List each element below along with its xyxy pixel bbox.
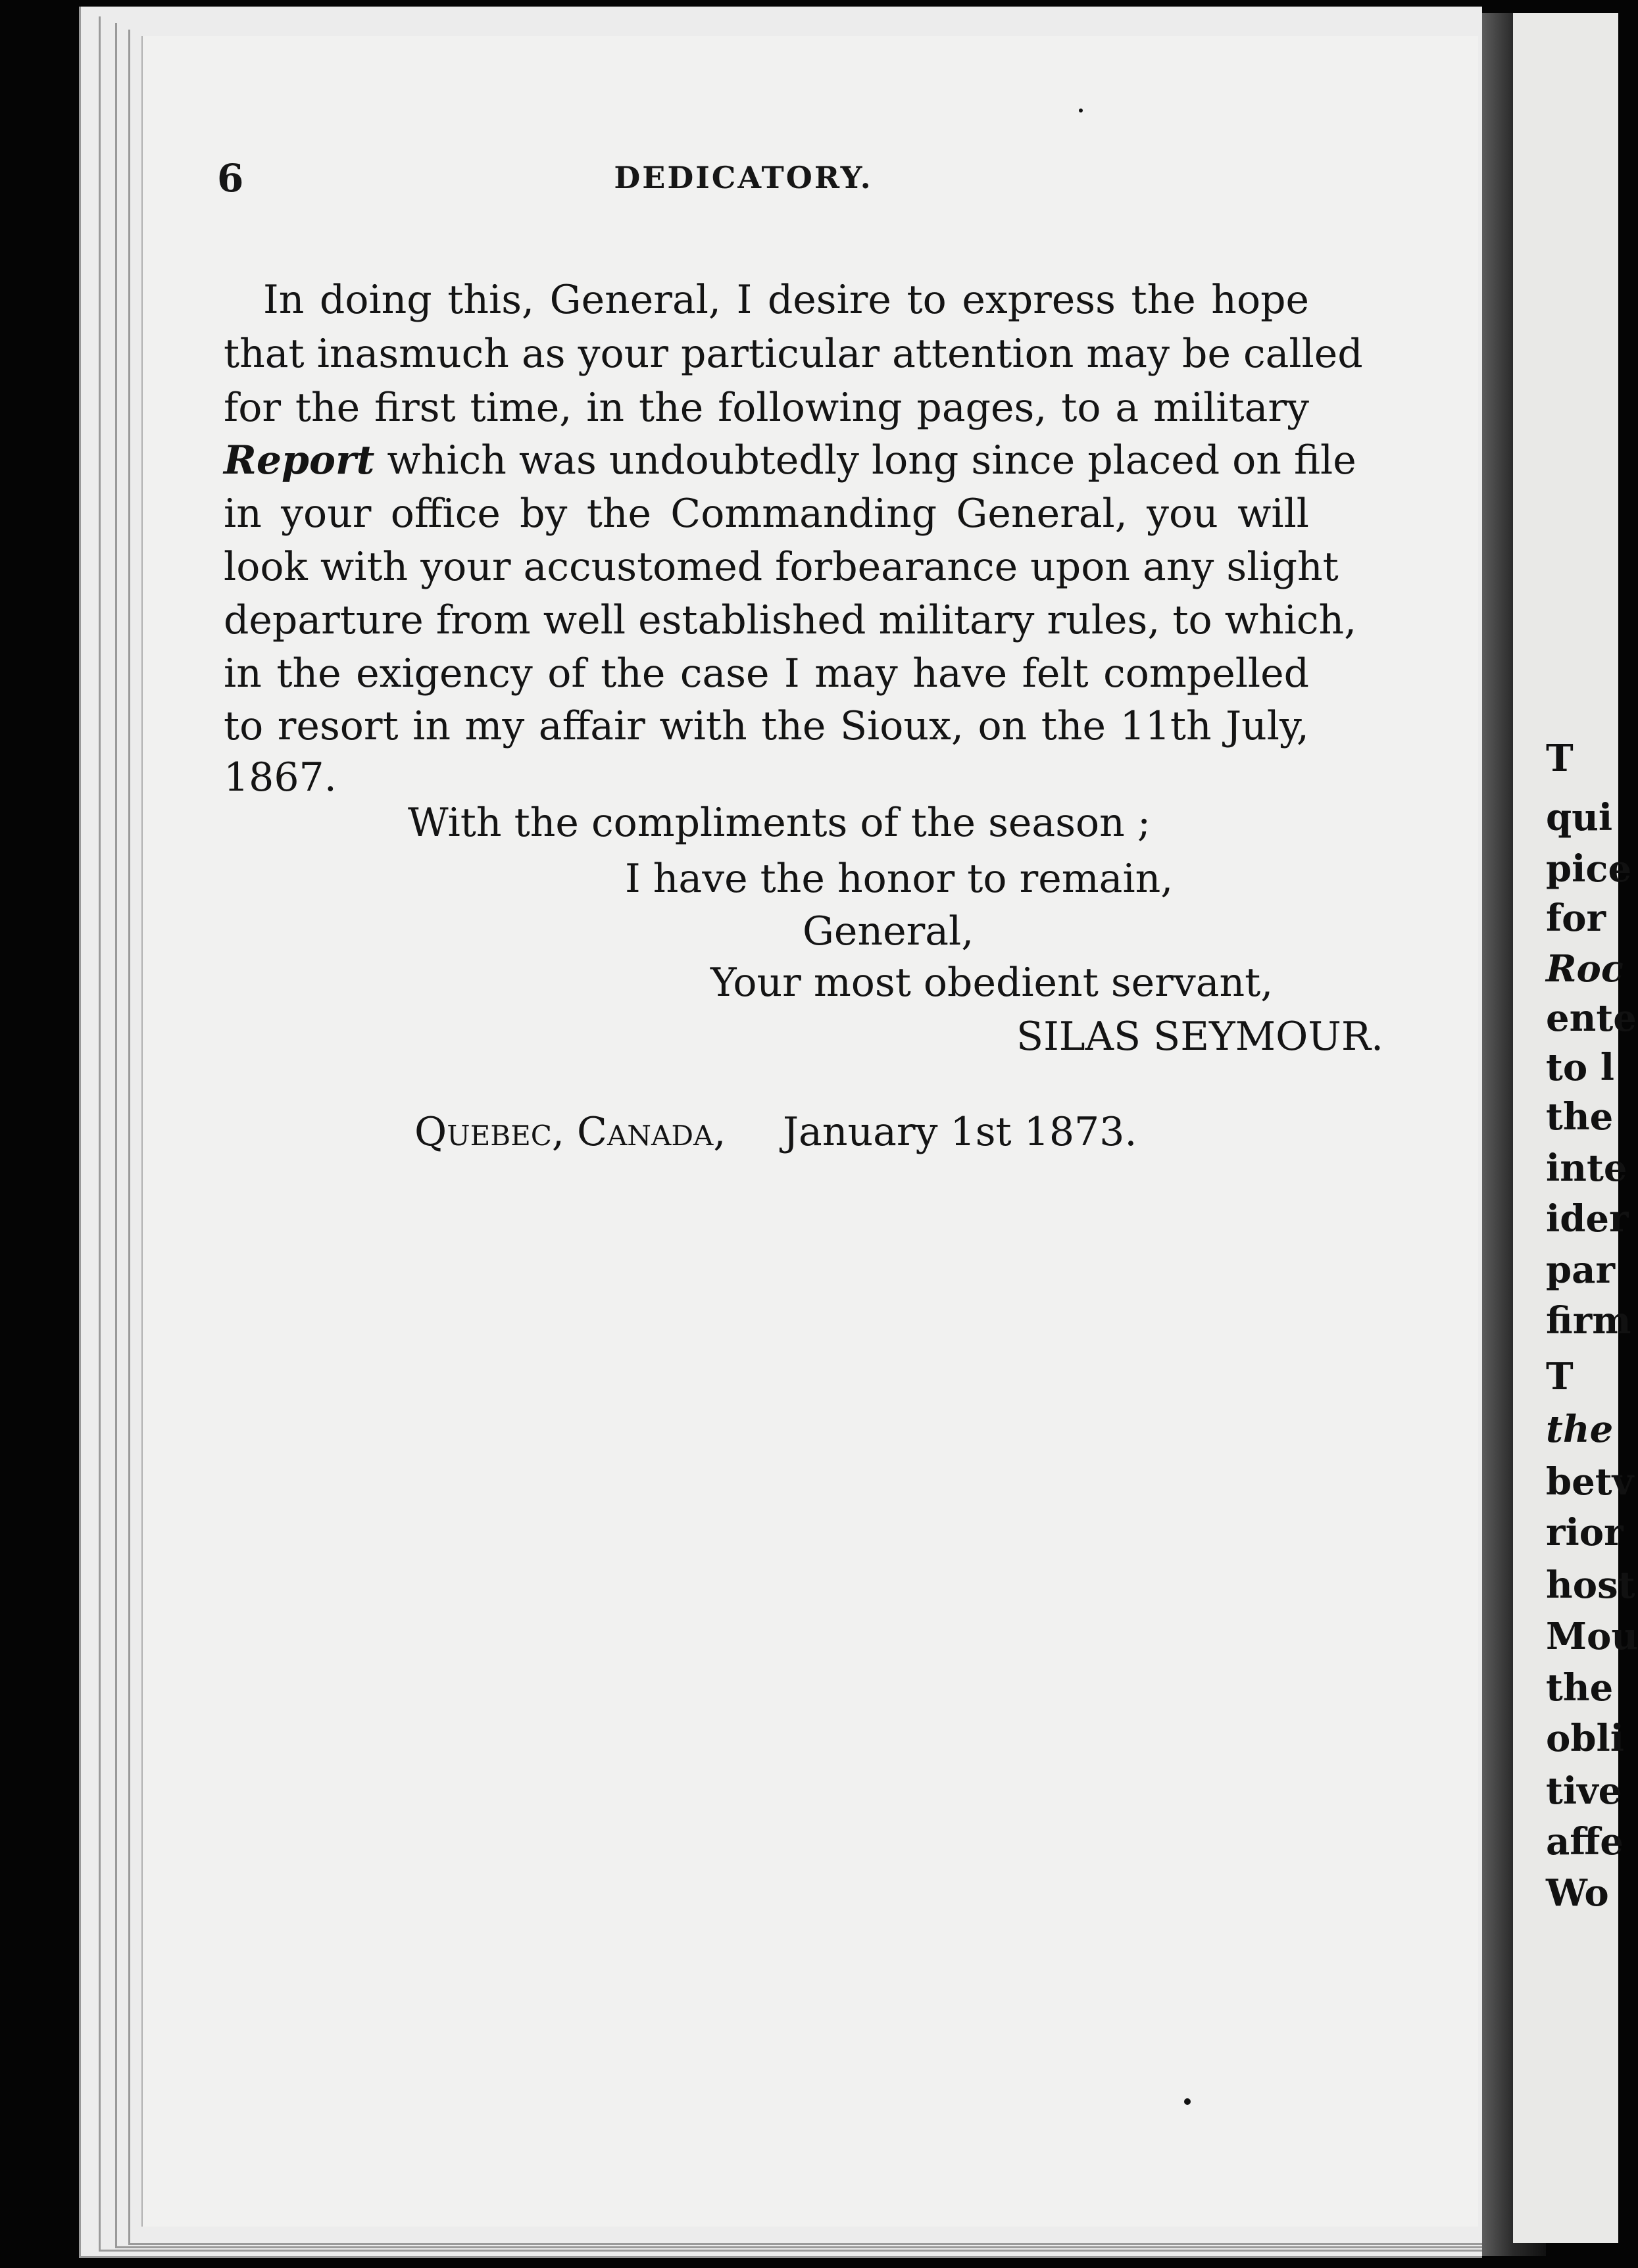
facing-page-fragment: the bbox=[1546, 1095, 1614, 1139]
facing-page-fragment: ente bbox=[1546, 997, 1637, 1040]
facing-page-fragment: qui bbox=[1546, 796, 1613, 839]
facing-page-fragment: tive bbox=[1546, 1769, 1622, 1813]
facing-page-fragment: host bbox=[1546, 1564, 1635, 1607]
facing-page-fragment: Wo bbox=[1546, 1871, 1609, 1915]
facing-page-fragment: ider bbox=[1546, 1197, 1629, 1241]
body-line: departure from well established military rules, to which, bbox=[224, 597, 1357, 643]
facing-page-fragment: for bbox=[1546, 897, 1606, 940]
body-line: to resort in my affair with the Sioux, on the 11th July, bbox=[224, 703, 1309, 749]
signature: SILAS SEYMOUR. bbox=[1016, 1014, 1384, 1060]
running-head-title: DEDICATORY. bbox=[614, 160, 873, 195]
dateline-date: January 1st 1873. bbox=[783, 1109, 1137, 1155]
body-line: in the exigency of the case I may have felt compelled bbox=[224, 651, 1309, 697]
closing-compliments: With the compliments of the season ; bbox=[408, 800, 1151, 846]
ink-speck bbox=[1184, 2098, 1191, 2105]
facing-page-fragment: Roc bbox=[1546, 947, 1624, 991]
body-line: for the first time, in the following pages, to a military bbox=[224, 385, 1309, 431]
facing-page-fragment: rior bbox=[1546, 1511, 1624, 1554]
running-head bbox=[217, 156, 1270, 215]
dateline-place: Quebec, Canada, bbox=[414, 1109, 726, 1155]
report-word: Report bbox=[224, 437, 375, 483]
body-line: look with your accustomed forbearance upon any slight bbox=[224, 544, 1339, 590]
body-line: in your office by the Commanding General, you will bbox=[224, 491, 1309, 537]
facing-page-fragment: obli bbox=[1546, 1717, 1625, 1760]
facing-page-fragment: pice bbox=[1546, 847, 1632, 891]
closing-remain: I have the honor to remain, bbox=[625, 856, 1174, 902]
body-line-rest: which was undoubtedly long since placed on file bbox=[387, 437, 1356, 483]
facing-page-fragment: firm bbox=[1546, 1299, 1631, 1343]
facing-page-fragment: Mou bbox=[1546, 1615, 1638, 1658]
facing-page-fragment: T bbox=[1546, 737, 1574, 780]
closing-servant: Your most obedient servant, bbox=[710, 960, 1274, 1006]
body-line bbox=[224, 437, 1356, 484]
facing-page-fragment: betv bbox=[1546, 1460, 1634, 1504]
facing-page-fragment: par bbox=[1546, 1248, 1615, 1292]
facing-page-fragment: T bbox=[1546, 1355, 1574, 1398]
facing-page-fragment: inte bbox=[1546, 1146, 1627, 1190]
ink-speck bbox=[1079, 109, 1083, 112]
body-line: 1867. bbox=[224, 754, 337, 801]
facing-page-fragment: to l bbox=[1546, 1046, 1614, 1089]
facing-page-fragment: affe bbox=[1546, 1820, 1624, 1863]
body-line: In doing this, General, I desire to express the hope bbox=[263, 277, 1309, 323]
facing-page-fragment: the bbox=[1546, 1408, 1614, 1451]
page-number: 6 bbox=[217, 156, 244, 201]
body-line: that inasmuch as your particular attention may be called bbox=[224, 331, 1363, 377]
facing-page-fragment: the bbox=[1546, 1666, 1614, 1710]
closing-salutation: General, bbox=[803, 908, 974, 954]
